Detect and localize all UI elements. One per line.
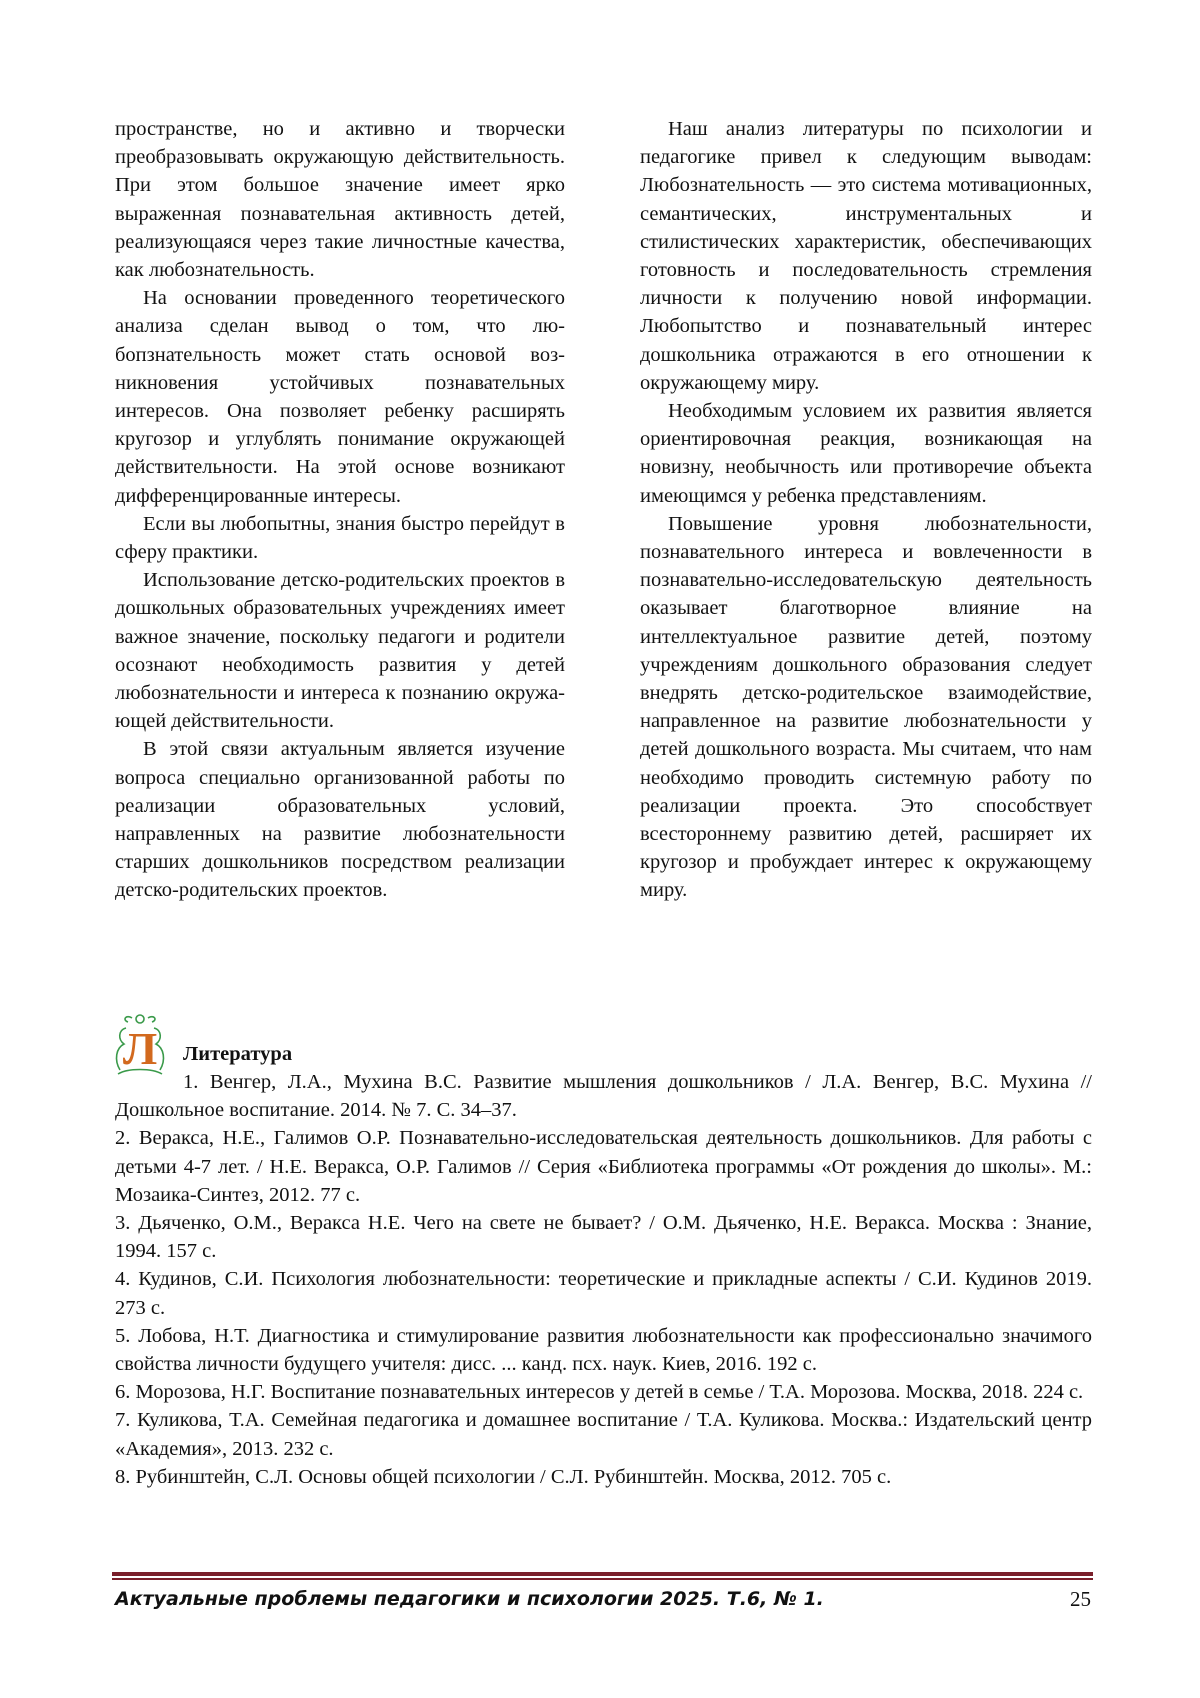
dropcap-letter: Л bbox=[122, 1023, 158, 1074]
reference-item: 6. Морозова, Н.Г. Воспитание познавательных интересов у детей в семье / Т.А. Морозова. Москва, 2018. 224 с. bbox=[115, 1381, 1084, 1404]
reference-item: 5. Лобова, Н.Т. Диагностика и стимулирование развития любознательности как профессионально значимого свойства личности будущего учителя: дисс. ... канд. псх. наук. Киев, 2016. 192 с. bbox=[115, 1324, 1092, 1376]
paragraph: В этой связи актуальным является изучение вопроса специально организованной работы по реализации образовательных условий, направленных на развитие любознательности старших дошкольников посредством реализации детско-родительских проектов. bbox=[115, 738, 565, 902]
paragraph: Наш анализ литературы по психологии и педагогике привел к следующим выводам: Любознательность — это система мотивационных, семантических, инструментальных и стилистических характеристик, обеспечивающих готовность и последовательность стремления личности к получению новой информации. Любопытство и познавательный интерес дошкольника отражаются в его отношении к окружающему миру. bbox=[640, 118, 1092, 394]
reference-item: 1. Венгер, Л.А., Мухина В.С. Развитие мышления дошкольников / Л.А. Венгер, В.С. Мухина // Дошкольное воспитание. 2014. № 7. С. 34–37. bbox=[115, 1071, 1092, 1122]
right-column bbox=[640, 115, 1092, 905]
references-heading: Литература bbox=[183, 1043, 293, 1065]
footer-rule-thick bbox=[112, 1572, 1093, 1576]
paragraph: Если вы любопытны, знания быстро перейдут в сферу практики. bbox=[115, 512, 565, 564]
references-list bbox=[115, 1068, 1092, 1491]
paragraph: Использование детско-родительских проектов в дошкольных образовательных учреждениях имеет важное значение, поскольку педагоги и родители осознают необходимость развития у детей любознательности и интереса к познанию окружающей действительности. bbox=[115, 569, 565, 733]
paragraph: Необходимым условием их развития является ориентировочная реакция, возникающая на новизну, необычность или противоречие объекта имеющимся у ребенка представлениям. bbox=[640, 400, 1092, 507]
paragraph: Повышение уровня любознательности, познавательного интереса и вовлеченности в познавательно-исследовательскую деятельность оказывает благотворное влияние на интеллектуальное развитие детей, поэтому учреждениям дошкольного образования следует внедрять детско-родительское взаимодействие, направленное на развитие любознательности у детей дошкольного возраста. Мы считаем, что нам необходимо проводить системную работу по реализации проекта. Это способствует всестороннему развитию детей, расширяет их кругозор и пробуждает интерес к окружающему миру. bbox=[640, 512, 1092, 902]
reference-item: 3. Дьяченко, О.М., Веракса Н.Е. Чего на свете не бывает? / О.М. Дьяченко, Н.Е. Веракса. Москва : Знание, 1994. 157 с. bbox=[115, 1212, 1092, 1263]
page-number: 25 bbox=[1070, 1587, 1091, 1611]
paragraph: пространстве, но и активно и творчески преобразовывать окружающую действительность. При этом большое значение имеет ярко выраженная познавательная активность детей, реализующаяся через такие личностные качества, как любознательность. bbox=[115, 118, 565, 282]
reference-item: 4. Кудинов, С.И. Психология любознательности: теоретические и прикладные аспекты / С.И. Кудинов 2019. 273 с. bbox=[115, 1268, 1092, 1319]
reference-item: 7. Куликова, Т.А. Семейная педагогика и домашнее воспитание / Т.А. Куликова. Москва.: Издательский центр «Академия», 2013. 232 с. bbox=[115, 1409, 1092, 1460]
reference-item: 2. Веракса, Н.Е., Галимов О.Р. Познавательно-исследовательская деятельность дошкольников. Для работы с детьми 4-7 лет. / Н.Е. Веракса, О.Р. Галимов // Серия «Библиотека программы «От рождения до школы». М.: Мозаика-Синтез, 2012. 77 с. bbox=[115, 1127, 1092, 1206]
journal-citation: Актуальные проблемы педагогики и психологии 2025. Т.6, № 1. bbox=[115, 1588, 824, 1610]
footer-rule-thin bbox=[112, 1578, 1093, 1580]
left-column bbox=[115, 115, 565, 905]
reference-item: 8. Рубинштейн, С.Л. Основы общей психологии / С.Л. Рубинштейн. Москва, 2012. 705 с. bbox=[115, 1465, 892, 1488]
paragraph: На основании проведенного теоретического анализа сделан вывод о том, что любопзнательность может стать основой возникновения устойчивых познавательных интересов. Она позволяет ребенку расширять кругозор и углублять понимание окружающей действительности. На этой основе возникают дифференцированные интересы. bbox=[115, 287, 565, 507]
